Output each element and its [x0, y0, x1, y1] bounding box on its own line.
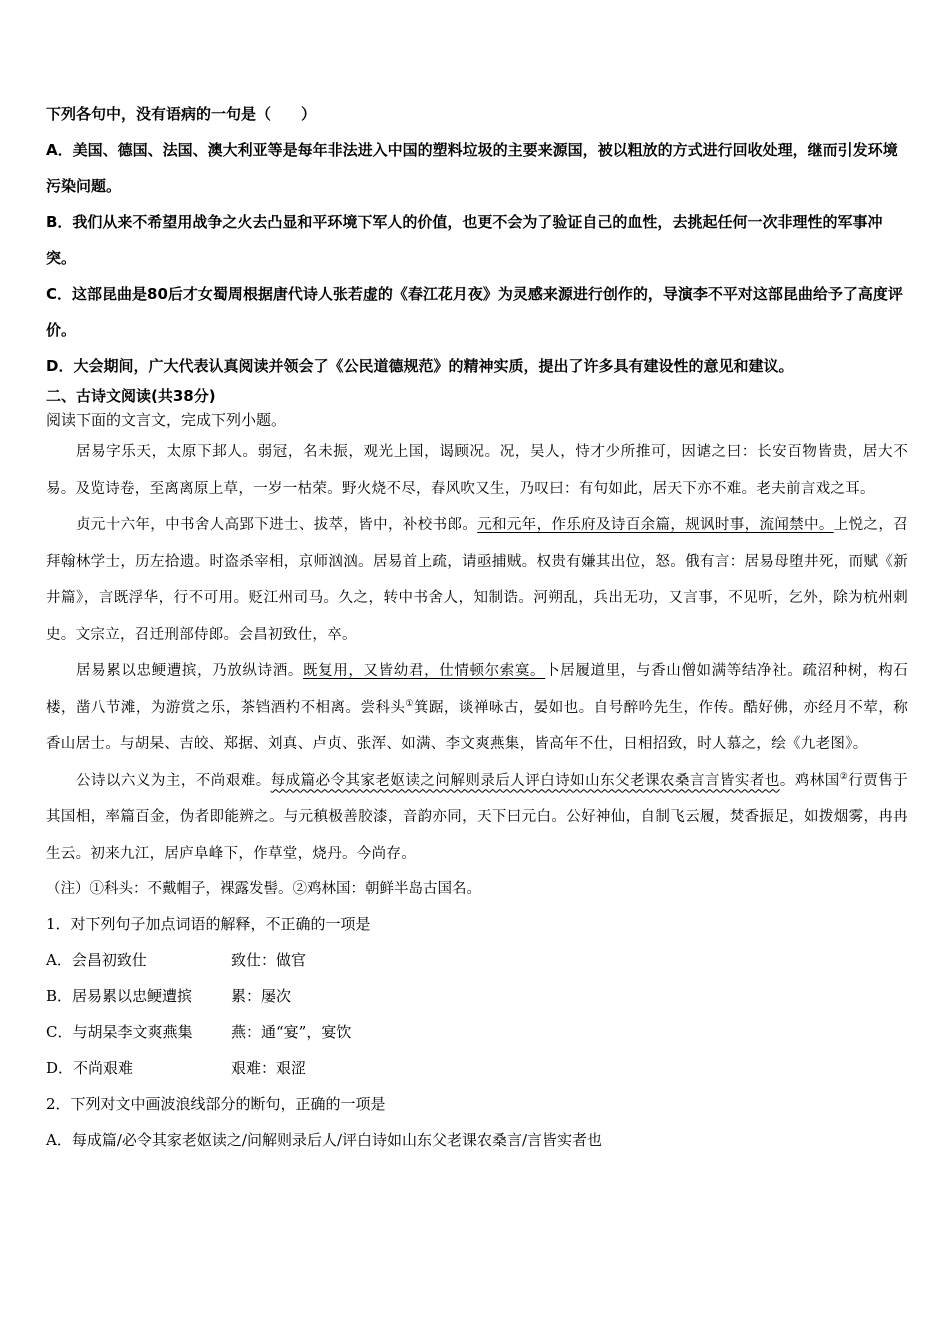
option-explanation: 致仕：做官 [231, 951, 307, 969]
option-d: D．大会期间，广大代表认真阅读并领会了《公民道德规范》的精神实质，提出了许多具有建设性的意见和建议。 [46, 357, 794, 375]
option-b: B．我们从来不希望用战争之火去凸显和平环境下军人的价值，也更不会为了验证自己的血性，去挑起任何一次非理性的军事冲突。 [46, 213, 883, 267]
option-explanation: 累：屡次 [231, 987, 292, 1005]
subquestion-1-stem: 1．对下列句子加点词语的解释，不正确的一项是 [46, 915, 371, 933]
subquestion-2-stem: 2．下列对文中画波浪线部分的断句，正确的一项是 [46, 1095, 386, 1113]
passage-text: 行贾售于其国相，率篇百金，伪者即能辨之。与元稹极善胶漆，音韵亦同，天下曰元白。公好神仙，自制飞云履，焚香振足，如拨烟雾，冉冉生云。初来九江，居庐阜峰下，作草堂，烧丹。今尚存。 [46, 772, 908, 862]
exam-page [46, 96, 908, 1158]
reading-instruction: 阅读下面的文言文，完成下列小题。 [46, 411, 287, 429]
passage-text: 卜居履道里，与香山僧如满等结净社。疏沼种树，构石楼，凿八节滩，为游赏之乐，茶铛酒杓不相离。尝科头 [46, 663, 908, 716]
option-sentence: C．与胡杲李文爽燕集 [46, 1023, 193, 1041]
passage-text: 箕踞，谈禅咏古，晏如也。自号醉吟先生，作传。酷好佛，亦经月不荤，称香山居士。与胡杲、吉皎、郑据、刘真、卢贞、张浑、如满、李文爽燕集，皆高年不仕，日相招致，时人慕之，绘《九老图》。 [46, 699, 908, 752]
subquestion-1-option-d [46, 1050, 908, 1086]
classical-passage [46, 434, 908, 872]
option-explanation: 艰难：艰涩 [231, 1059, 307, 1077]
passage-paragraph-3 [46, 653, 908, 763]
passage-paragraph-2 [46, 507, 908, 653]
underlined-sentence: 既复用，又皆幼君，仕情顿尔索寞。 [303, 663, 546, 679]
passage-text: 上悦之，召拜翰林学士，历左拾遗。时盗杀宰相，京师汹汹。居易首上疏，请亟捕贼。权贵有嫌其出位，怒。俄有言：居易母堕井死，而赋《新井篇》，言既浮华，行不可用。贬江州司马。久之，转中书舍人，知制诰。河朔乱，兵出无功，又言事，不见听，乞外，除为杭州刺史。文宗立，召迁刑部侍郎。会昌初致仕，卒。 [46, 517, 908, 643]
option-sentence: B．居易累以忠鲠遭摈 [46, 987, 193, 1005]
section-heading: 二、古诗文阅读(共38分) [46, 387, 216, 405]
footnote: （注）①科头：不戴帽子，裸露发髻。②鸡林国：朝鲜半岛古国名。 [46, 881, 481, 897]
subquestion-1-option-b [46, 978, 908, 1014]
option-sentence: A．会昌初致仕 [46, 951, 147, 969]
passage-text: 。鸡林国 [779, 772, 840, 789]
passage-paragraph-1: 居易字乐天，太原下邽人。弱冠，名未振，观光上国，谒顾况。况，吴人，恃才少所推可，因谑之曰：长安百物皆贵，居大不易。及览诗卷，至离离原上草，一岁一枯荣。野火烧不尽，春风吹又生，乃叹曰：有句如此，居天下亦不难。老夫前言戏之耳。 [46, 444, 908, 497]
passage-text: 贞元十六年，中书舍人高郢下进士、拔萃，皆中，补校书郎。 [76, 517, 478, 533]
passage-paragraph-4 [46, 763, 908, 873]
underlined-sentence: 元和元年，作乐府及诗百余篇，规讽时事，流闻禁中。 [477, 517, 834, 533]
passage-text: 公诗以六义为主，不尚艰难。 [76, 772, 271, 789]
option-explanation: 燕：通“宴”，宴饮 [231, 1023, 352, 1041]
footnote-marker: ① [405, 698, 414, 709]
option-c: C．这部昆曲是80后才女蜀周根据唐代诗人张若虚的《春江花月夜》为灵感来源进行创作的，导演李不平对这部昆曲给予了高度评价。 [46, 285, 903, 339]
wavy-underlined-passage: 每成篇必令其家老妪读之问解则录后人评白诗如山东父老课农桑言言皆实者也 [270, 772, 780, 789]
question-title: 下列各句中，没有语病的一句是（ ） [46, 105, 317, 123]
subquestion-1-option-c [46, 1014, 908, 1050]
option-a: A．美国、德国、法国、澳大利亚等是每年非法进入中国的塑料垃圾的主要来源国，被以粗放的方式进行回收处理，继而引发环境污染问题。 [46, 141, 898, 195]
subquestion-1-option-a [46, 942, 908, 978]
option-sentence: D．不尚艰难 [46, 1059, 134, 1077]
footnote-marker: ② [839, 771, 849, 782]
subquestion-2-option-a: A．每成篇/必令其家老妪读之/问解则录后人/评白诗如山东父老课农桑言/言皆实者也 [46, 1131, 603, 1149]
passage-text: 居易累以忠鲠遭摈，乃放纵诗酒。 [76, 663, 303, 679]
